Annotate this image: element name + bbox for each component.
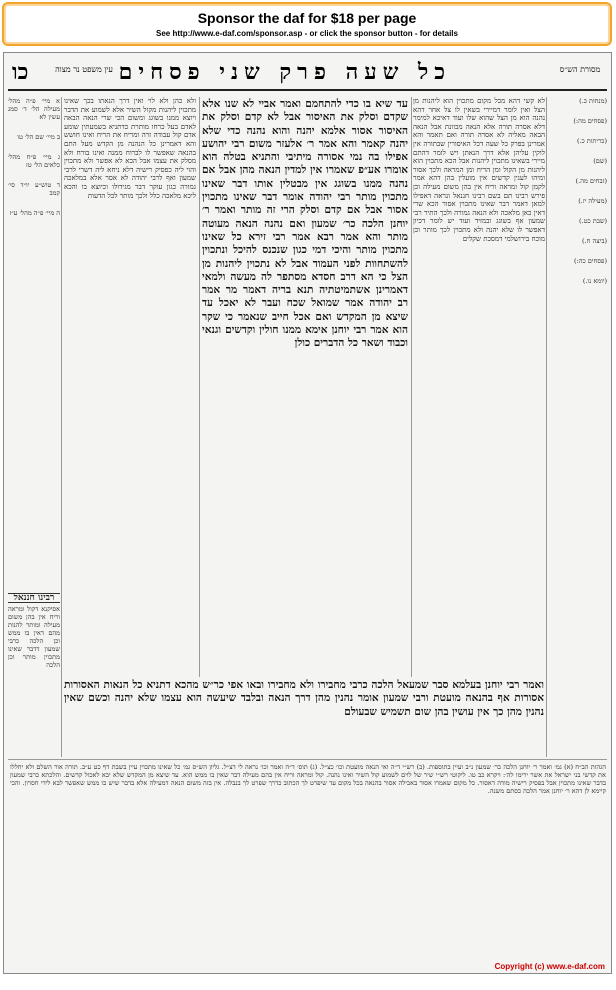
column-divider xyxy=(546,97,547,757)
gemara-text: שיא בו כדי להתחמם ואמר אביי לא שנו אלא שקדם וסלק את האיסור אבל לא קדם וסלק את האיסור אסור אלמא יהנה והוא נהנה כדי שלא יהנה קאמר והא אמר ר׳ אלעזר משום רבי יהושע אפילו בה נמי אסורה מיתיבי והתניא בטלה הוא אומרו אע״פ שאמרו אין למדין הנאה מהן אבל אם נהנה ממנו בשוגג אין מבטלין אותו דבר שאינו מתכוין מותר רבי יהודה אומר דבר שאינו מתכוין אסור אבל אם קדם וסלק הרי זה מותר ואמר ר׳ יוחנן הלכה כר׳ שמעון ואם נהנה הנאה מעוטה מותר והא אמר רבא אמר רבי זירא כל שאינו מתכוין מותר והיכי דמי כגון שנכנס להיכל ונתכוין להשתחוות לפני העמוד אבל לא נתכוין ליהנות מן הצל כי הא דרב חסדא מסתפר לה מעשה ולמאי דאמרינן אשתמיטתיה תנא בריה דאמר מר אמר רב יהודה אמר שמואל שכח ועבר לא יאכל עד שיצא מן המקדש ואם אכל חייב שנאמר כי שקר הוא אמר רבי יוחנן אימא ממנו חולין וקדשים וגנאי וכבוד ושאר כל הדברים כולן xyxy=(202,98,408,350)
margin-note: (כריתות כ.) xyxy=(576,137,607,145)
sponsor-banner[interactable] xyxy=(2,2,612,46)
margin-note: (פסחים כה:) xyxy=(574,257,607,265)
margin-note: ד טוש״ע יו״ד סי׳ קמב xyxy=(8,181,60,197)
sponsor-title[interactable]: Sponsor the daf for $18 per page xyxy=(197,10,417,26)
margin-note: (מנחות כ.) xyxy=(579,97,607,105)
margin-note: (מעילה יז.) xyxy=(578,197,607,205)
gemara-column xyxy=(202,97,408,677)
margin-note: ה מיי׳ פ״ה מהל׳ ע״ז xyxy=(9,209,60,217)
margin-note: (יומא נו.) xyxy=(582,277,607,285)
rashi-column: ולא כהן ולא לוי ואין דרך הנאתו בכך שאינו מתכוין ליהנות מקול השיר אלא לשמוע את הדבר ויוצא ממנו בשוגג ומשום הכי שרי הנאה הבאה לאדם בעל כרחו מותרת כדתניא בשמעתין שומע אדם קול עבודה זרה ומריח את הריח ואינו חושש והא דאמרינן כל הנהנה מן הקדש מעל התם בהנאה שאפשר לו לברוח ממנה ואינו בורח ולא מסלק את עצמו אבל הכא לא אפשר ולא מתכוין והוי ליה כפסיק רישיה דלא ניחא ליה דשרי לרבי שמעון ואף לרבי יהודה לא אסר אלא במלאכה גמורה כגון עוקר דבר מגידולו וכיוצא בו והכא ליכא מלאכה כלל ולכך מותר לכל הדעות xyxy=(64,97,196,200)
margin-note: (זבחים מה.) xyxy=(575,177,607,185)
daf-number: כו xyxy=(12,59,29,85)
dibur-hamatchil: עד xyxy=(396,97,408,110)
talmud-page xyxy=(3,52,612,974)
margin-note: ג מיי׳ פ״ח מהל׳ כלאים הל׳ טז xyxy=(8,153,60,169)
margin-note: (פסחים מה:) xyxy=(573,117,607,125)
header-rule xyxy=(8,89,607,91)
margin-note: ב מיי׳ שם הל׳ טו xyxy=(17,133,60,141)
margin-note: א מיי׳ פ״ה מהל׳ מעילה הל׳ ד׳ סמג עשין לא xyxy=(8,97,60,121)
masoret-label: מסורת הש״ס xyxy=(559,65,601,74)
sponsor-subtitle[interactable]: See http://www.e-daf.com/sponsor.asp - or click the sponsor button - for details xyxy=(156,29,458,38)
margin-note: (שם) xyxy=(593,157,607,165)
margin-left-notes xyxy=(8,97,60,597)
ein-mishpat-label: עין משפט נר מצוה xyxy=(55,65,113,74)
margin-note: (שבת כט.) xyxy=(578,217,607,225)
margin-note: (ביצה ח.) xyxy=(581,237,607,245)
column-divider xyxy=(199,97,200,677)
page-header xyxy=(4,57,611,89)
rabbeinu-title: רבינו חננאל xyxy=(8,593,60,603)
footer-commentaries: הגהות הב״ח (א) גמ׳ ואמר ר׳ יוחנן הלכה כר׳ שמעון נ״ב ועיין בתוספות. (ב) רש״י ד״ה ואי הנאה מועטת וכו׳ כצ״ל. (ג) תוס׳ ד״ה ואמר וכו׳ נראה לי דצ״ל. גליון הש״ס גמ׳ כל שאינו מתכוין עיין בשבת דף כט ע״ב. תורה אור השלם ולא יחללו את קדשי בני ישראל את אשר ירימו לה׳: ויקרא כב טו. ליקוטי רש״י שיר של לוים לשמוע קול השיר ואינו נהנה. קול ומראה וריח אין בהם מעילה דבר שאין בו ממש הוא. עד שיצא מן המקדש שלא יבא לאכול קדשים. והלכתא כרבי שמעון בדבר שאינו מתכוין אבל בפסיק רישיה מודה דאסור. כל מקום שאמרו אסור באכילה אסור בהנאה בכל מקום עד שיפרט לך הכתוב כדרך שפרט לך בנבלה. אין בזה משום הנאה דמעילה אלא בדבר שיש בו ממש שאפשר לבא לידי חסרון. והכי קיימא לן דהא ר׳ יוחנן אמר הלכה כסתם משנה. xyxy=(10,763,606,795)
rabbeinu-text: אסיקנא דקול ומראה וריח אין בהן משום מעילה ומותר להנות מהם דאין בו ממש וכן הלכה כרבי שמעון דדבר שאינו מתכוין מותר וכן הלכה xyxy=(8,605,60,669)
footer-divider xyxy=(8,759,607,760)
tosafot-column: לא קשי דהא מכל מקום מתכוין הוא ליהנות מן הצל ואין לומר דמיירי בשאין לו צל אחר דהא נהנה הוא מן הצל שהוא שלו ועוד דאיכא למימר דלא אסרה תורה אלא הנאה מכוונת אבל הנאה הבאה מאליה לא אסרה תורה ואם תאמר והא אמרינן בפרק כל שעה דכל האיסורין שבתורה אין לוקין עליהן אלא דרך הנאתן ויש לומר דהתם מיירי בשאינו מתכוין ליהנות אבל הכא מתכוין הוא ליהנות מן הקול ומן הריח ומן המראה ולכך אסור ומיהו לענין קדשים אין מועלין בהן דהא אמר לקמן קול ומראה וריח אין בהן משום מעילה וכן פירש רבינו תם בשם רבינו חננאל ונראה דאפילו למאן דאמר דבר שאינו מתכוין אסור הכא שרי דאין כאן מלאכה ולא הנאה גמורה ולכך התיר רבי שמעון אף בשוגג ובמזיד ועוד יש לומר דכיון דאפשר לו שלא יהנה ולא מתכוין לכך מותר וכן מוכח בירושלמי דמסכת שקלים xyxy=(413,97,545,243)
margin-right-notes xyxy=(549,97,607,757)
copyright-link[interactable]: Copyright (c) www.e-daf.com xyxy=(494,962,605,971)
gemara-bottom-text: ואמר רבי יוחנן בעלמא סבר שמעאל הלכה כרבי מחבירו ולא מחבירו ובאו אפי כר״ש מהכא דתניא כל הנאות האסורות אסורות אף בהנאה מועטת ורבי שמעון אומר נהנין מהן דרך הנאה ובלבד שיעשה הוא עצמו שלא יהנה וכשם שאין נהנין מהן כך אין עושין בהן שום תשמיש שבעולם xyxy=(64,679,544,718)
rabbeinu-chananel-box xyxy=(8,593,60,753)
chapter-title: כל שעה פרק שני פסחים xyxy=(118,59,451,85)
column-divider xyxy=(411,97,412,677)
column-divider xyxy=(61,97,62,757)
